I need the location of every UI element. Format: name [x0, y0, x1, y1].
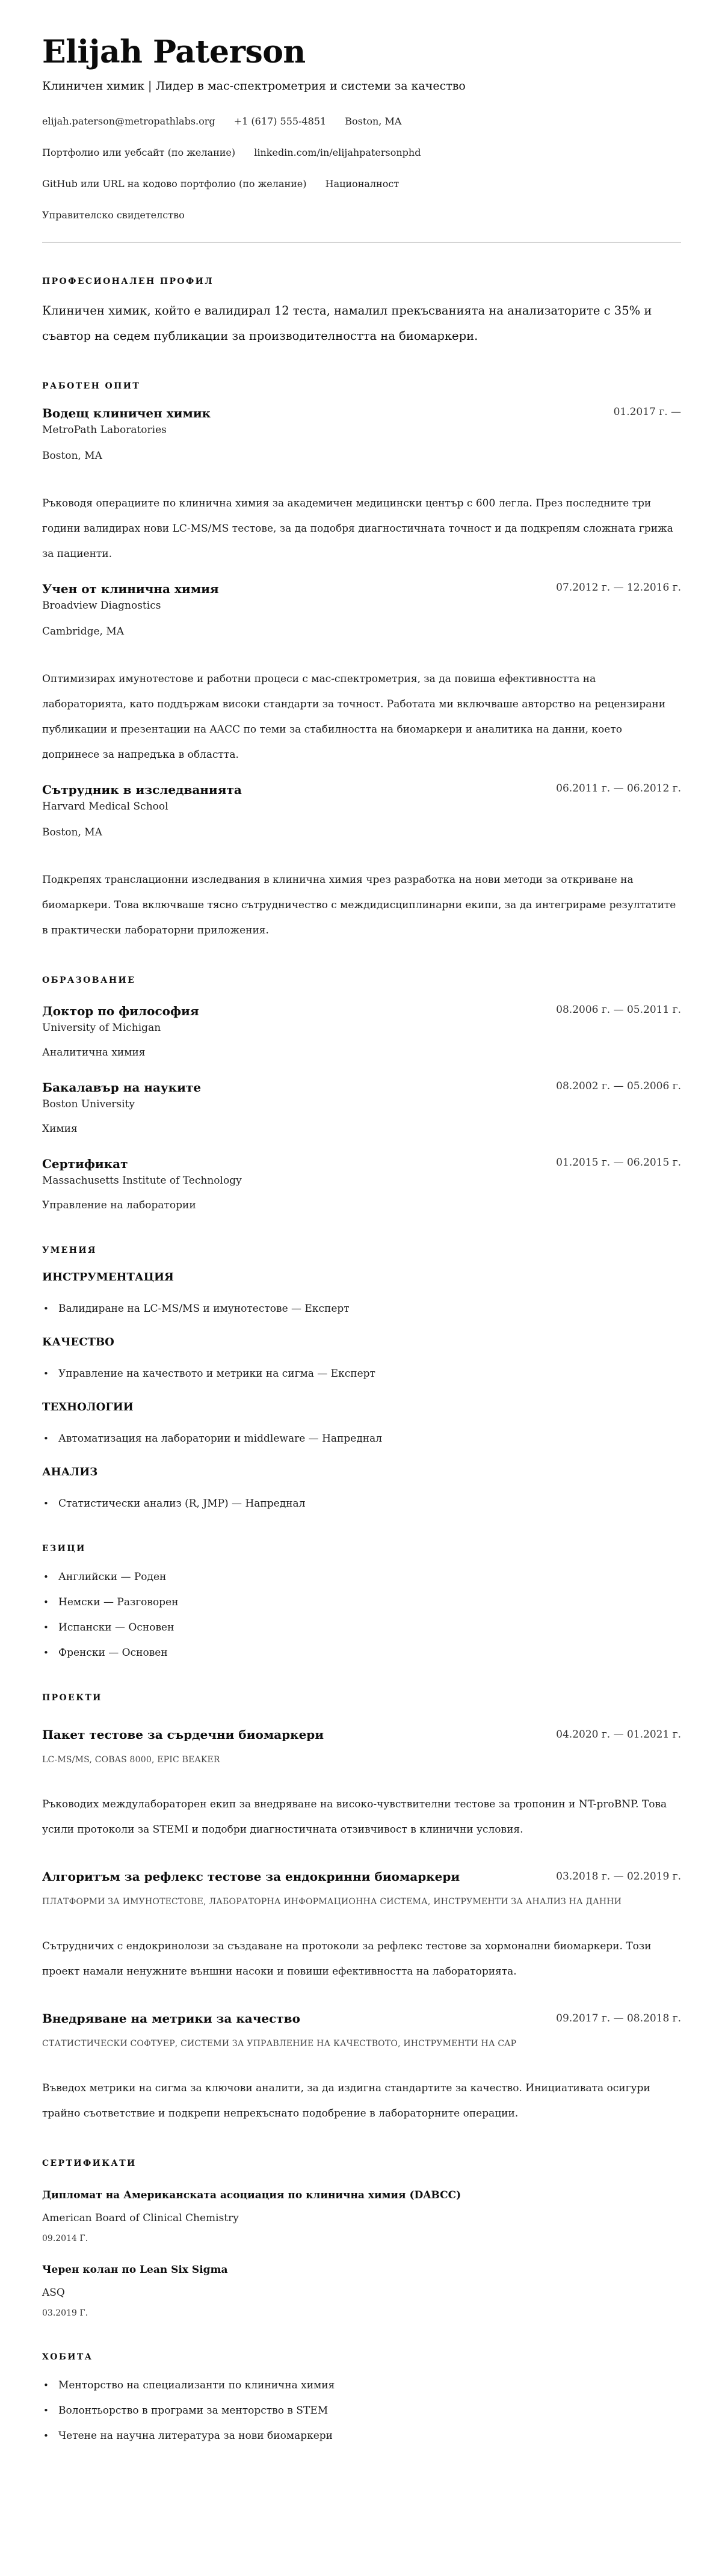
- certification-entry: [42, 2262, 681, 2320]
- section-title-skills: УМЕНИЯ: [42, 1246, 97, 1255]
- bullet-icon: •: [43, 1622, 49, 1633]
- degree-title: Бакалавър на науките: [42, 1080, 202, 1095]
- job-company: MetroPath Laboratories: [42, 424, 167, 436]
- job-location: Cambridge, MA: [42, 626, 125, 638]
- contact-row-extra: [42, 177, 681, 191]
- section-title-certifications: СЕРТИФИКАТИ: [42, 2159, 137, 2168]
- certification-entry: [42, 2187, 681, 2245]
- job-dates: 01.2017 г. —: [613, 406, 681, 418]
- bullet-icon: •: [43, 1498, 49, 1509]
- section-title-projects: ПРОЕКТИ: [42, 1693, 102, 1703]
- degree-title: Доктор по философия: [42, 1004, 199, 1018]
- job-company: Broadview Diagnostics: [42, 600, 161, 612]
- section-skills: [42, 1244, 681, 1511]
- field-of-study: Аналитична химия: [42, 1047, 146, 1059]
- project-tech: ПЛАТФОРМИ ЗА ИМУНОТЕСТОВЕ, ЛАБОРАТОРНА ИНФОРМАЦИОННА СИСТЕМА, ИНСТРУМЕНТИ ЗА АНАЛИЗ НА ДАННИ: [42, 1897, 622, 1907]
- section-summary: [42, 275, 681, 349]
- job-location: Boston, MA: [42, 826, 102, 838]
- contact-phone[interactable]: +1 (617) 555-4851: [233, 115, 327, 127]
- certification-issuer: American Board of Clinical Chemistry: [42, 2212, 239, 2224]
- job-title: Учен от клинична химия: [42, 582, 219, 596]
- bullet-icon: •: [43, 2380, 49, 2391]
- skill-category: АНАЛИЗ: [42, 1466, 98, 1478]
- project-title: Алгоритъм за рефлекс тестове за ендокринни биомаркери: [42, 1869, 460, 1884]
- job-dates: 06.2011 г. — 06.2012 г.: [556, 782, 681, 795]
- project-description: Сътрудничих с ендокринолози за създаване на протоколи за рефлекс тестове за хормонални биомаркери. Този проект намали ненужните външни насоки и повиши ефективността на лабораторията.: [42, 1940, 652, 1978]
- bullet-icon: •: [43, 1597, 49, 1608]
- degree-title: Сертификат: [42, 1157, 128, 1171]
- bullet-icon: •: [43, 2405, 49, 2416]
- job-description: Оптимизирах имунотестове и работни процеси с мас-спектрометрия, за да повиша ефективността на лабораторията, като поддържам високи стандарти за точност. Работата ми включваше авторство на рецензирани публикации и презентации на AACC по теми за стабилността на биомаркери и аналитика на данни, което допринесе за напредъка в областта.: [42, 673, 666, 761]
- hobby-item: • Менторство на специализанти по клинична химия: [42, 2378, 681, 2393]
- project-dates: 09.2017 г. — 08.2018 г.: [556, 2012, 681, 2024]
- contact-row-license: [42, 209, 681, 222]
- contact-location: Boston, MA: [345, 115, 402, 127]
- section-title-summary: ПРОФЕСИОНАЛЕН ПРОФИЛ: [42, 277, 214, 286]
- hobby-item: • Волонтьорство в програми за менторство в STEM: [42, 2403, 681, 2418]
- candidate-name: Elijah Paterson: [42, 34, 306, 70]
- skill-group: [42, 1465, 681, 1511]
- education-entry: [42, 1078, 681, 1137]
- section-certifications: [42, 2157, 681, 2320]
- field-of-study: Химия: [42, 1123, 78, 1135]
- project-tech: СТАТИСТИЧЕСКИ СОФТУЕР, СИСТЕМИ ЗА УПРАВЛЕНИЕ НА КАЧЕСТВОТО, ИНСТРУМЕНТИ НА CAP: [42, 2039, 517, 2049]
- candidate-headline: Клиничен химик | Лидер в мас-спектрометрия и системи за качество: [42, 79, 466, 93]
- project-entry: [42, 1722, 681, 1842]
- bullet-icon: •: [43, 1368, 49, 1379]
- skill-group: [42, 1335, 681, 1382]
- hobby-item: • Четене на научна литература за нови биомаркери: [42, 2428, 681, 2444]
- header-divider: [42, 242, 681, 243]
- contact-portfolio[interactable]: Портфолио или уебсайт (по желание): [42, 147, 236, 158]
- skill-group: [42, 1270, 681, 1317]
- skill-item: • Статистически анализ (R, JMP) — Напреднал: [42, 1496, 681, 1511]
- section-title-work: РАБОТЕН ОПИТ: [42, 381, 141, 391]
- skill-item: • Валидиране на LC-MS/MS и имунотестове — Експерт: [42, 1301, 681, 1317]
- certification-date: 09.2014 Г.: [42, 2234, 88, 2243]
- certification-name: Черен колан по Lean Six Sigma: [42, 2264, 228, 2276]
- bullet-icon: •: [43, 2430, 49, 2441]
- language-item: • Френски — Основен: [42, 1645, 681, 1661]
- section-title-languages: ЕЗИЦИ: [42, 1544, 86, 1554]
- contact-linkedin[interactable]: linkedin.com/in/elijahpatersonphd: [254, 147, 421, 158]
- certification-issuer: ASQ: [42, 2287, 65, 2299]
- section-work: [42, 380, 681, 943]
- project-title: Внедряване на метрики за качество: [42, 2011, 300, 2026]
- skill-category: ТЕХНОЛОГИИ: [42, 1401, 134, 1413]
- education-dates: 08.2006 г. — 05.2011 г.: [556, 1004, 681, 1016]
- field-of-study: Управление на лаборатории: [42, 1199, 196, 1211]
- education-dates: 01.2015 г. — 06.2015 г.: [556, 1157, 681, 1169]
- skill-group: [42, 1400, 681, 1446]
- section-title-education: ОБРАЗОВАНИЕ: [42, 976, 136, 985]
- job-company: Harvard Medical School: [42, 801, 168, 813]
- certification-date: 03.2019 Г.: [42, 2308, 88, 2318]
- contact-row-links: [42, 146, 681, 159]
- project-tech: LC-MS/MS, COBAS 8000, EPIC BEAKER: [42, 1755, 220, 1765]
- project-title: Пакет тестове за сърдечни биомаркери: [42, 1727, 324, 1742]
- contact-nationality: Националност: [325, 178, 400, 189]
- contact-github[interactable]: GitHub или URL на кодово портфолио (по желание): [42, 178, 307, 189]
- section-education: [42, 974, 681, 1213]
- resume-header: [42, 33, 681, 222]
- section-title-hobbies: ХОБИТА: [42, 2352, 93, 2362]
- work-entry: [42, 781, 681, 943]
- language-item: • Английски — Роден: [42, 1569, 681, 1585]
- education-entry: [42, 1002, 681, 1060]
- job-dates: 07.2012 г. — 12.2016 г.: [556, 582, 681, 594]
- section-hobbies: [42, 2351, 681, 2444]
- skill-item: • Автоматизация на лаборатории и middleware — Напреднал: [42, 1431, 681, 1446]
- institution-name: Boston University: [42, 1098, 135, 1110]
- job-location: Boston, MA: [42, 450, 102, 462]
- skill-item: • Управление на качеството и метрики на сигма — Експерт: [42, 1366, 681, 1382]
- education-dates: 08.2002 г. — 05.2006 г.: [556, 1080, 681, 1092]
- project-description: Ръководих междулабораторен екип за внедряване на високо-чувствителни тестове за тропонин и NT-proBNP. Това усили протоколи за STEMI и подобри диагностичната отзивчивост в клинични условия.: [42, 1798, 667, 1836]
- section-languages: [42, 1543, 681, 1661]
- institution-name: University of Michigan: [42, 1022, 161, 1034]
- certification-name: Дипломат на Американската асоциация по клинична химия (DABCC): [42, 2189, 461, 2201]
- bullet-icon: •: [43, 1572, 49, 1582]
- contact-driving-license: Управителско свидетелство: [42, 209, 185, 221]
- summary-text: Клиничен химик, който е валидирал 12 теста, намалил прекъсванията на анализаторите с 35% и съавтор на седем публикации за производителността на биомаркери.: [42, 304, 652, 343]
- contact-email[interactable]: elijah.paterson@metropathlabs.org: [42, 115, 215, 127]
- job-title: Водещ клиничен химик: [42, 406, 211, 420]
- contact-row-primary: [42, 115, 681, 128]
- skill-category: ИНСТРУМЕНТАЦИЯ: [42, 1271, 174, 1283]
- bullet-icon: •: [43, 1303, 49, 1314]
- language-item: • Немски — Разговорен: [42, 1594, 681, 1610]
- bullet-icon: •: [43, 1647, 49, 1658]
- section-projects: [42, 1692, 681, 2126]
- language-item: • Испански — Основен: [42, 1620, 681, 1635]
- project-description: Въведох метрики на сигма за ключови аналити, за да издигна стандартите за качество. Инициативата осигури трайно съответствие и подкрепи непрекъснато подобрение в лабораторните операции.: [42, 2082, 650, 2120]
- bullet-icon: •: [43, 1433, 49, 1444]
- job-title: Сътрудник в изследванията: [42, 782, 242, 797]
- institution-name: Massachusetts Institute of Technology: [42, 1175, 242, 1187]
- work-entry: [42, 404, 681, 567]
- project-entry: [42, 1864, 681, 1984]
- job-description: Подкрепях транслационни изследвания в клинична химия чрез разработка на нови методи за откриване на биомаркери. Това включваше тясно сътрудничество с междидисциплинарни екипи, за да интегрираме резултатите в практически лабораторни приложения.: [42, 874, 676, 936]
- project-entry: [42, 2006, 681, 2126]
- skill-category: КАЧЕСТВО: [42, 1336, 114, 1348]
- project-dates: 04.2020 г. — 01.2021 г.: [556, 1729, 681, 1741]
- job-description: Ръководя операциите по клинична химия за академичен медицински център с 600 легла. През последните три години валидирах нови LC-MS/MS тестове, за да подобря диагностичната точност и да подкрепям сложната грижа за пациенти.: [42, 497, 673, 560]
- project-dates: 03.2018 г. — 02.2019 г.: [556, 1871, 681, 1883]
- education-entry: [42, 1155, 681, 1213]
- work-entry: [42, 580, 681, 767]
